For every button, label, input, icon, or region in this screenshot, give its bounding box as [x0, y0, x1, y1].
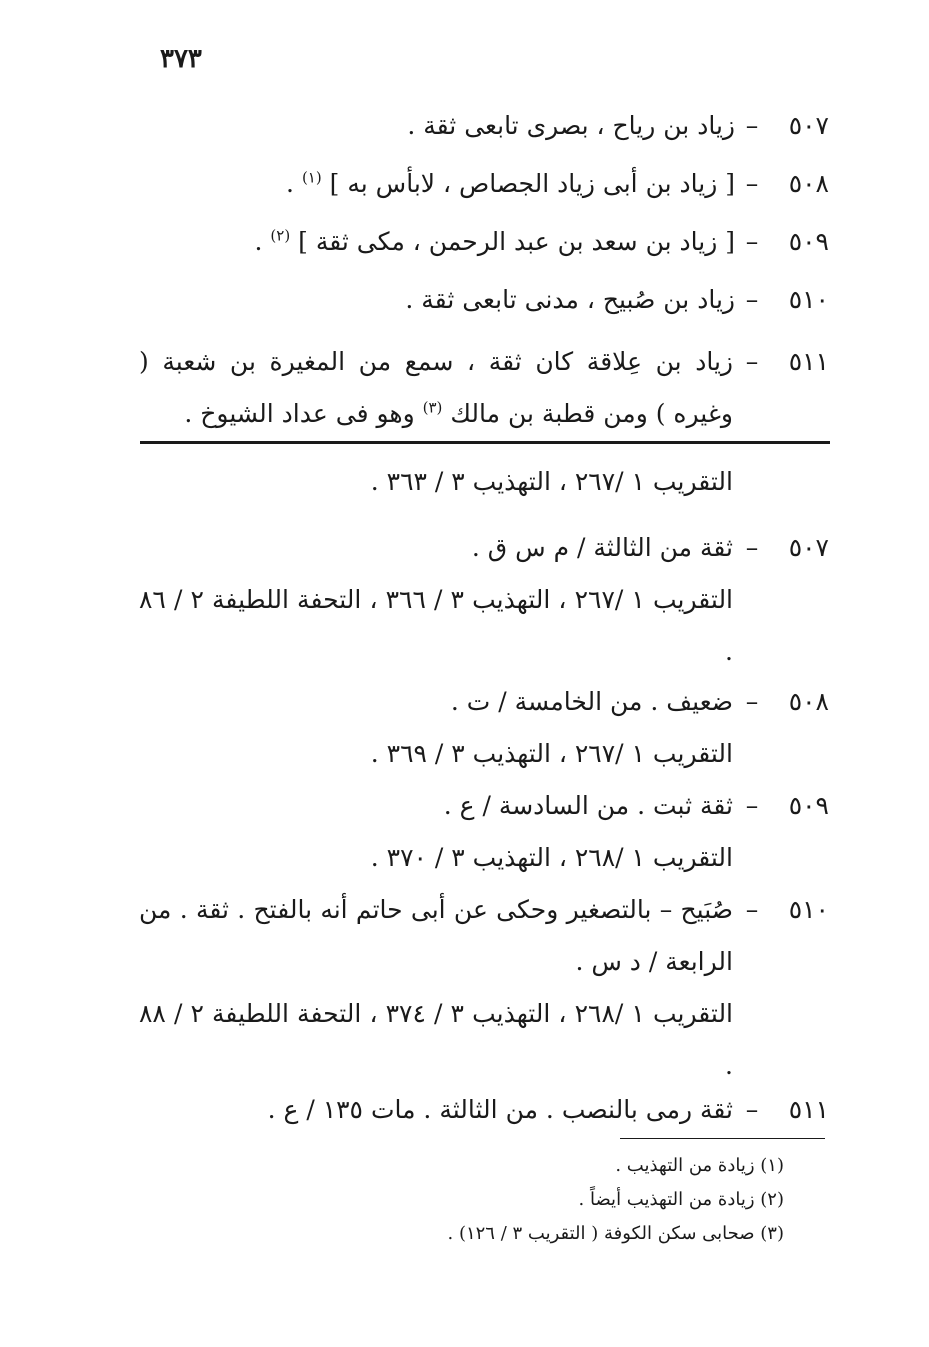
reference-line: التقريب ١ /٢٦٧ ، التهذيب ٣ / ٣٦٩ .: [370, 739, 733, 768]
note-dash: –: [745, 895, 759, 924]
note-text: صُبَيح – بالتصغير وحكى عن أبى حاتم أنه بالفتح . ثقة . من الرابعة / د س .: [139, 895, 733, 976]
reference-line: التقريب ١ /٢٦٨ ، التهذيب ٣ / ٣٧٤ ، التحفة اللطيفة ٢ / ٨٨ .: [139, 999, 734, 1080]
note-dash: –: [745, 1095, 759, 1124]
note-number: ٥١١: [788, 1095, 829, 1124]
note-text: ثقة ثبت . من السادسة / ع .: [443, 791, 733, 820]
footnote-1: (١) زيادة من التهذيب .: [615, 1155, 784, 1176]
entry-text: [ زياد بن أبى زياد الجصاص ، لابأس به ]: [329, 169, 735, 198]
note-508: [139, 676, 829, 780]
note-number: ٥٠٩: [788, 791, 829, 820]
entry-tail: وهو فى عداد الشيوخ .: [184, 399, 423, 428]
entry-text: زياد بن رياح ، بصرى تابعى ثقة .: [407, 111, 735, 140]
note-dash: –: [745, 687, 759, 716]
footnote-marker: (١): [301, 168, 322, 187]
reference-line: التقريب ١ /٢٦٨ ، التهذيب ٣ / ٣٧٠ .: [370, 843, 733, 872]
footnote-marker: (٣): [422, 398, 443, 417]
reference-line: التقريب ١ /٢٦٧ ، التهذيب ٣ / ٣٦٣ .: [370, 467, 733, 496]
entry-number: ٥١٠: [788, 285, 829, 314]
entry-number: ٥١١: [788, 347, 829, 376]
entry-510: [405, 274, 829, 326]
note-507: [139, 522, 829, 678]
entry-dash: –: [745, 169, 759, 198]
note-dash: –: [745, 791, 759, 820]
section-divider: [140, 441, 830, 444]
note-text: ضعيف . من الخامسة / ت .: [450, 687, 733, 716]
entry-text: زياد بن صُبيح ، مدنى تابعى ثقة .: [405, 285, 735, 314]
entry-507: [407, 100, 829, 152]
note-number: ٥٠٨: [788, 687, 829, 716]
entry-dash: –: [745, 111, 759, 140]
entry-508: [286, 158, 829, 210]
note-text: ثقة رمى بالنصب . من الثالثة . مات ١٣٥ / ع .: [267, 1095, 733, 1124]
footnote-divider: [620, 1138, 825, 1139]
entry-dash: –: [745, 347, 759, 376]
note-number: ٥٠٧: [788, 533, 829, 562]
entry-number: ٥٠٧: [788, 111, 829, 140]
entry-511: [139, 336, 829, 440]
entry-number: ٥٠٨: [788, 169, 829, 198]
entry-tail: .: [286, 169, 302, 198]
note-number: ٥١٠: [788, 895, 829, 924]
entry-text: زياد بن عِلاقة كان ثقة ، سمع من المغيرة بن شعبة ( وغيره ) ومن قطبة بن مالك: [139, 347, 733, 428]
notes-intro: [139, 456, 829, 508]
entry-tail: .: [254, 227, 271, 256]
note-dash: –: [745, 533, 759, 562]
note-509: [139, 780, 829, 884]
note-511: [139, 1084, 829, 1136]
entry-dash: –: [745, 285, 759, 314]
footnote-marker: (٢): [270, 226, 291, 245]
note-510: [139, 884, 829, 1092]
note-text: ثقة من الثالثة / م س ق .: [471, 533, 733, 562]
page-number: ٣٧٣: [160, 44, 202, 74]
entry-509: [255, 216, 830, 268]
entry-number: ٥٠٩: [788, 227, 829, 256]
footnote-3: (٣) صحابى سكن الكوفة ( التقريب ٣ / ١٢٦) .: [447, 1223, 784, 1244]
entry-text: [ زياد بن سعد بن عبد الرحمن ، مكى ثقة ]: [298, 227, 735, 256]
reference-line: التقريب ١ /٢٦٧ ، التهذيب ٣ / ٣٦٦ ، التحفة اللطيفة ٢ / ٨٦ .: [139, 585, 734, 666]
entry-dash: –: [745, 227, 759, 256]
footnote-2: (٢) زيادة من التهذيب أيضاً .: [578, 1189, 784, 1210]
